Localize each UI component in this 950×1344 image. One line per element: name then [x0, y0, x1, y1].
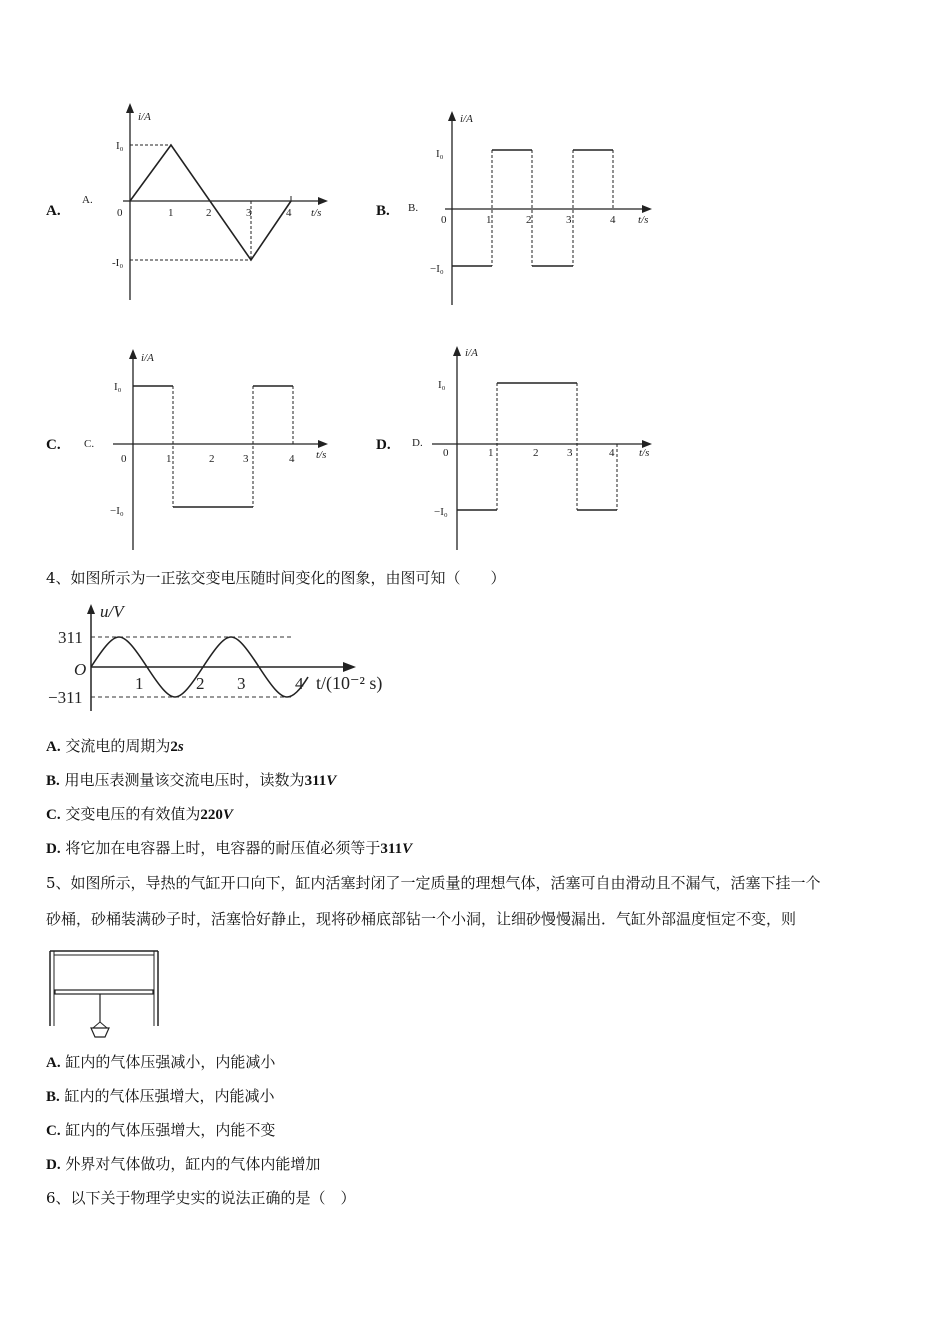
graph-a-x-label: t/s [311, 207, 322, 219]
graph-d-tick-1: 1 [488, 447, 494, 459]
graph-a-pos-label: I₀ [116, 140, 124, 152]
q4-x-arrow [343, 662, 356, 672]
graph-c-x-label: t/s [316, 449, 327, 461]
graph-b-pos-label: I₀ [436, 148, 444, 160]
q5-sand-bucket [91, 1028, 109, 1037]
q4-x-label: t/(10⁻² s) [316, 673, 383, 693]
graph-a-y-label: i/A [138, 111, 151, 123]
q5-option-a: A. 缸内的气体压强减小，内能减小 [46, 1053, 276, 1071]
graph-c-inner-label: C. [84, 438, 95, 450]
q5-option-c: C. 缸内的气体压强增大，内能不变 [46, 1121, 276, 1139]
q5-option-b: B. 缸内的气体压强增大，内能减小 [46, 1087, 275, 1105]
graph-b-origin: 0 [441, 214, 447, 226]
graph-c-x-arrow [318, 440, 328, 448]
graph-a-tick-2: 2 [206, 207, 212, 219]
option-d-label: D. [376, 437, 391, 453]
graph-c-tick-4: 4 [289, 453, 295, 465]
graph-option-a [78, 100, 348, 310]
q4-stem: 4、如图所示为一正弦交变电压随时间变化的图象，由图可知（ ） [46, 569, 506, 587]
option-b-label: B. [376, 203, 390, 219]
graph-c-y-label: i/A [141, 352, 154, 364]
q4-tick-2: 2 [196, 674, 205, 693]
graph-c-neg-label: −I₀ [110, 505, 124, 517]
graph-d-pos-label: I₀ [438, 379, 446, 391]
graph-option-c [78, 340, 348, 555]
graph-a-origin: 0 [117, 207, 123, 219]
graph-c-y-arrow [129, 349, 137, 359]
graph-a-inner-label: A. [82, 194, 93, 206]
q5-stem-line2: 砂桶，砂桶装满砂子时，活塞恰好静止，现将砂桶底部钻一个小洞，让细砂慢慢漏出．气缸外部温度恒定不变，则 [46, 910, 797, 928]
q4-y-arrow [87, 604, 95, 614]
q4-sine-graph [44, 596, 404, 716]
graph-c-tick-3: 3 [243, 453, 249, 465]
graph-a-neg-label: -I₀ [112, 257, 124, 269]
option-a-label: A. [46, 203, 61, 219]
graph-d-tick-4: 4 [609, 447, 615, 459]
graph-d-inner-label: D. [412, 437, 423, 449]
q4-option-d: D. 将它加在电容器上时，电容器的耐压值必须等于311V [46, 839, 413, 857]
q4-y-label: u/V [100, 602, 124, 621]
graph-b-x-label: t/s [638, 214, 649, 226]
graph-d-tick-3: 3 [567, 447, 573, 459]
graph-b-tick-4: 4 [610, 214, 616, 226]
graph-a-y-arrow [126, 103, 134, 113]
graph-a-tick-3: 3 [246, 207, 252, 219]
graph-c-tick-1: 1 [166, 453, 172, 465]
q4-tick-1: 1 [135, 674, 144, 693]
q4-tick-4: 4 [295, 674, 304, 693]
graph-c-origin: 0 [121, 453, 127, 465]
graph-option-b [402, 100, 672, 310]
graph-b-tick-2: 2 [526, 214, 532, 226]
q5-stem-line1: 5、如图所示，导热的气缸开口向下，缸内活塞封闭了一定质量的理想气体，活塞可自由滑动且不漏气，活塞下挂一个 [46, 874, 821, 892]
graph-b-neg-label: −I₀ [430, 263, 444, 275]
graph-a-waveform [130, 145, 291, 260]
q4-max-label: 311 [58, 628, 83, 647]
graph-b-tick-1: 1 [486, 214, 492, 226]
q4-origin: O [74, 660, 87, 679]
q4-option-a: A. 交流电的周期为2s [46, 737, 184, 755]
q5-cylinder-diagram [46, 948, 166, 1043]
q4-option-b: B. 用电压表测量该交流电压时，读数为311V [46, 771, 337, 789]
graph-c-pos-label: I₀ [114, 381, 122, 393]
graph-c-tick-2: 2 [209, 453, 215, 465]
graph-b-y-label: i/A [460, 113, 473, 125]
graph-d-y-label: i/A [465, 347, 478, 359]
graph-d-x-label: t/s [639, 447, 650, 459]
graph-b-x-arrow [642, 205, 652, 213]
graph-a-x-arrow [318, 197, 328, 205]
q6-stem: 6、以下关于物理学史实的说法正确的是（ ） [46, 1189, 356, 1207]
option-c-label: C. [46, 437, 61, 453]
graph-b-inner-label: B. [408, 202, 419, 214]
graph-b-y-arrow [448, 111, 456, 121]
q5-piston [55, 990, 153, 994]
graph-d-neg-label: −I₀ [434, 506, 448, 518]
graph-a-tick-1: 1 [168, 207, 174, 219]
q4-tick-3: 3 [237, 674, 246, 693]
q5-option-d: D. 外界对气体做功，缸内的气体内能增加 [46, 1155, 321, 1173]
q4-min-label: −311 [48, 688, 83, 707]
graph-b-tick-3: 3 [566, 214, 572, 226]
graph-d-origin: 0 [443, 447, 449, 459]
q4-option-c: C. 交变电压的有效值为220V [46, 805, 233, 823]
graph-a-tick-4: 4 [286, 207, 292, 219]
graph-d-y-arrow [453, 346, 461, 356]
graph-d-tick-2: 2 [533, 447, 539, 459]
graph-option-d [402, 340, 672, 555]
